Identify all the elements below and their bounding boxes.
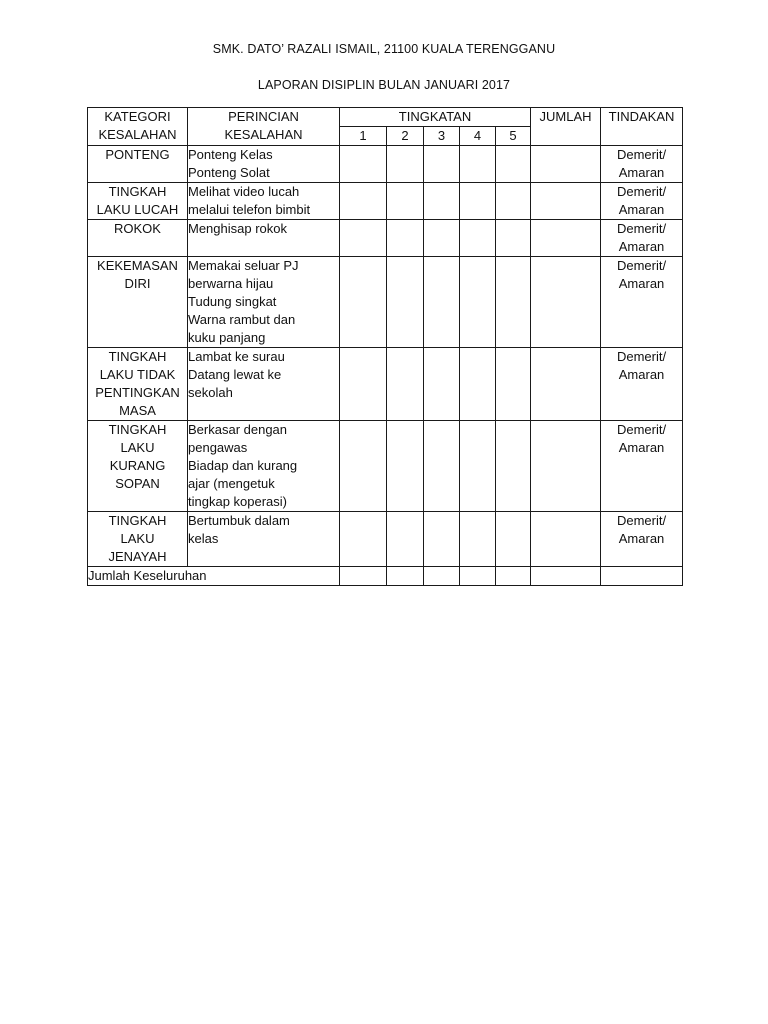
school-name: SMK. DATO’ RAZALI ISMAIL, 21100 KUALA TERENGGANU (212, 42, 556, 56)
perincian-cell: Menghisap rokok (188, 220, 340, 257)
tingkatan-cell (387, 146, 424, 183)
kategori-cell: TINGKAH LAKU KURANG SOPAN (88, 421, 188, 512)
kategori-cell: ROKOK (88, 220, 188, 257)
total-cell (496, 567, 531, 586)
level-2: 2 (387, 127, 424, 146)
table-row (88, 257, 683, 348)
tingkatan-cell (460, 512, 496, 567)
tingkatan-cell (496, 183, 531, 220)
discipline-report-table (87, 107, 683, 586)
tingkatan-cell (340, 146, 387, 183)
tingkatan-cell (424, 348, 460, 421)
tingkatan-cell (496, 257, 531, 348)
kategori-cell: TINGKAH LAKU LUCAH (88, 183, 188, 220)
table-row (88, 220, 683, 257)
tingkatan-cell (460, 257, 496, 348)
header-kategori: KATEGORI KESALAHAN (88, 108, 188, 146)
tingkatan-cell (460, 421, 496, 512)
tingkatan-cell (496, 220, 531, 257)
header-perincian: PERINCIAN KESALAHAN (188, 108, 340, 146)
tingkatan-cell (496, 146, 531, 183)
tingkatan-cell (340, 348, 387, 421)
jumlah-cell (531, 183, 601, 220)
kategori-cell: TINGKAH LAKU JENAYAH (88, 512, 188, 567)
jumlah-cell (531, 512, 601, 567)
level-1: 1 (340, 127, 387, 146)
jumlah-cell (531, 421, 601, 512)
tingkatan-cell (424, 146, 460, 183)
total-row (88, 567, 683, 586)
perincian-cell: Berkasar dengan pengawas Biadap dan kurang ajar (mengetuk tingkap koperasi) (188, 421, 340, 512)
table-row (88, 183, 683, 220)
tingkatan-cell (424, 421, 460, 512)
total-cell (387, 567, 424, 586)
perincian-cell: Bertumbuk dalam kelas (188, 512, 340, 567)
tingkatan-cell (387, 257, 424, 348)
kategori-cell: TINGKAH LAKU TIDAK PENTINGKAN MASA (88, 348, 188, 421)
tindakan-cell: Demerit/ Amaran (601, 348, 683, 421)
tingkatan-cell (496, 348, 531, 421)
tingkatan-cell (460, 348, 496, 421)
perincian-cell: Lambat ke surau Datang lewat ke sekolah (188, 348, 340, 421)
tingkatan-cell (340, 220, 387, 257)
tingkatan-cell (387, 512, 424, 567)
level-5: 5 (496, 127, 531, 146)
tingkatan-cell (387, 421, 424, 512)
tingkatan-cell (460, 183, 496, 220)
table-row (88, 146, 683, 183)
tindakan-cell: Demerit/ Amaran (601, 220, 683, 257)
report-title: LAPORAN DISIPLIN BULAN JANUARI 2017 (257, 78, 511, 92)
header-tindakan: TINDAKAN (601, 108, 683, 146)
tingkatan-cell (496, 421, 531, 512)
table-row (88, 348, 683, 421)
tingkatan-cell (387, 348, 424, 421)
tingkatan-cell (460, 220, 496, 257)
jumlah-cell (531, 220, 601, 257)
tindakan-cell: Demerit/ Amaran (601, 421, 683, 512)
header-tingkatan: TINGKATAN (340, 108, 531, 127)
jumlah-cell (531, 257, 601, 348)
total-label: Jumlah Keseluruhan (88, 567, 340, 586)
tindakan-cell: Demerit/ Amaran (601, 257, 683, 348)
kategori-cell: KEKEMASAN DIRI (88, 257, 188, 348)
perincian-cell: Ponteng Kelas Ponteng Solat (188, 146, 340, 183)
tingkatan-cell (387, 220, 424, 257)
table-row (88, 512, 683, 567)
header-row (88, 108, 683, 127)
total-cell (601, 567, 683, 586)
perincian-cell: Memakai seluar PJ berwarna hijau Tudung singkat Warna rambut dan kuku panjang (188, 257, 340, 348)
tingkatan-cell (340, 512, 387, 567)
tingkatan-cell (424, 257, 460, 348)
tindakan-cell: Demerit/ Amaran (601, 183, 683, 220)
jumlah-cell (531, 146, 601, 183)
total-cell (460, 567, 496, 586)
perincian-cell: Melihat video lucah melalui telefon bimbit (188, 183, 340, 220)
tingkatan-cell (424, 220, 460, 257)
table-row (88, 421, 683, 512)
tingkatan-cell (340, 183, 387, 220)
total-cell (424, 567, 460, 586)
tingkatan-cell (424, 512, 460, 567)
tindakan-cell: Demerit/ Amaran (601, 146, 683, 183)
kategori-cell: PONTENG (88, 146, 188, 183)
level-3: 3 (424, 127, 460, 146)
tingkatan-cell (424, 183, 460, 220)
tingkatan-cell (340, 421, 387, 512)
report-body (88, 146, 683, 567)
tingkatan-cell (387, 183, 424, 220)
tingkatan-cell (340, 257, 387, 348)
total-cell (531, 567, 601, 586)
jumlah-cell (531, 348, 601, 421)
tingkatan-cell (460, 146, 496, 183)
tindakan-cell: Demerit/ Amaran (601, 512, 683, 567)
total-cell (340, 567, 387, 586)
header-jumlah: JUMLAH (531, 108, 601, 146)
level-4: 4 (460, 127, 496, 146)
tingkatan-cell (496, 512, 531, 567)
